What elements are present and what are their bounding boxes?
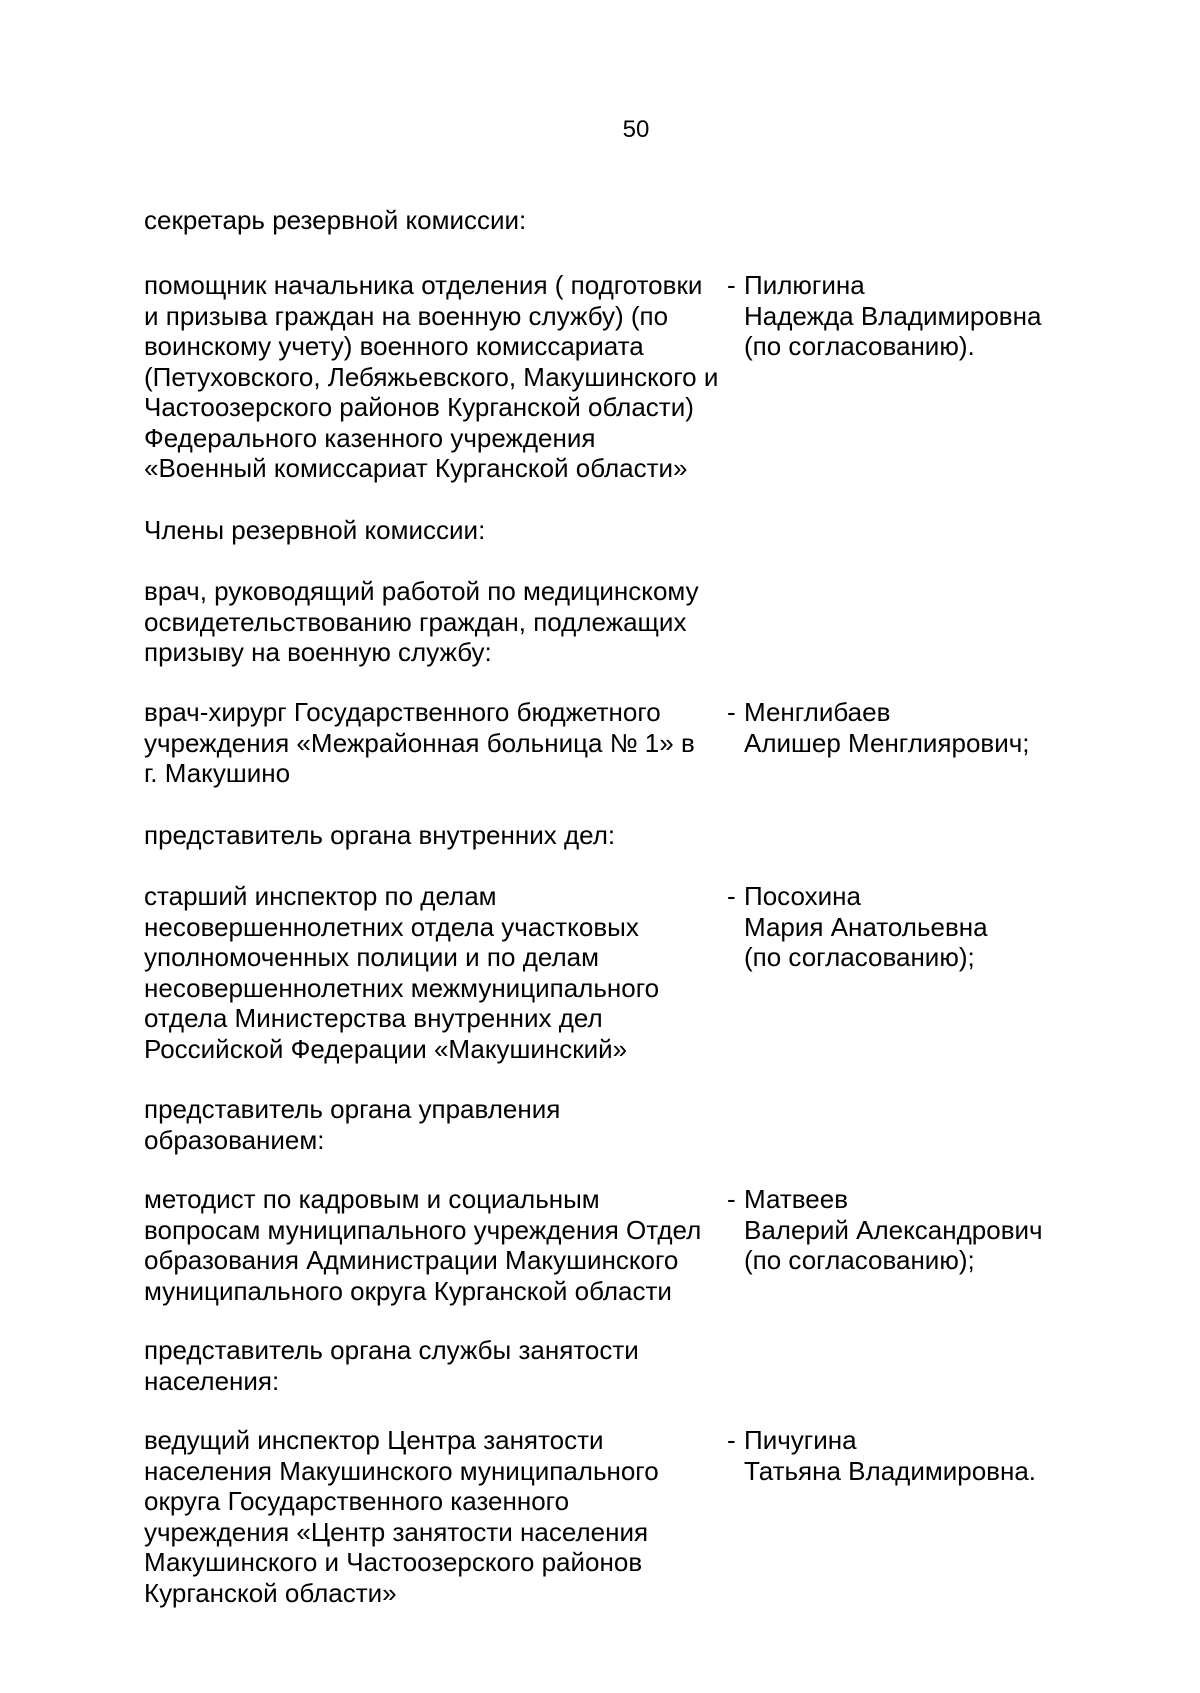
entry-person xyxy=(727,270,1057,362)
entry-dash: - xyxy=(727,697,736,727)
entry-surname: Менглибаев xyxy=(744,697,891,727)
entry-position: ведущий инспектор Центра занятости населения Макушинского муниципального округа Государственного казенного учреждения «Центр занятости населения Макушинского и Частоозерского районов Курганской области» xyxy=(144,1425,659,1608)
entry-surname: Пичугина xyxy=(744,1425,857,1455)
entry-note: (по согласованию); xyxy=(744,942,975,972)
secretary-heading: секретарь резервной комиссии: xyxy=(144,205,527,235)
entry-surname: Матвеев xyxy=(744,1184,848,1214)
entry-dash: - xyxy=(727,881,736,911)
police-heading: представитель органа внутренних дел: xyxy=(144,820,616,850)
entry-surname: Посохина xyxy=(744,881,861,911)
members-heading: Члены резервной комиссии: xyxy=(144,515,486,545)
doctor-heading: врач, руководящий работой по медицинскому освидетельствованию граждан, подлежащих призыву на военную службу: xyxy=(144,576,699,667)
entry-name: Мария Анатольевна xyxy=(744,911,988,942)
entry-name: Алишер Менглиярович; xyxy=(744,727,1030,758)
entry-note: (по согласованию). xyxy=(744,331,975,361)
entry-position: врач-хирург Государственного бюджетного учреждения «Межрайонная больница № 1» в г. Макушино xyxy=(144,697,695,788)
education-heading: представитель органа управления образованием: xyxy=(144,1094,561,1155)
entry-note: (по согласованию); xyxy=(744,1245,975,1275)
entry-dash: - xyxy=(727,1184,736,1214)
entry-surname: Пилюгина xyxy=(744,270,865,300)
entry-position: помощник начальника отделения ( подготовки и призыва граждан на военную службу) (по воинскому учету) военного комиссариата (Петуховского, Лебяжьевского, Макушинского и Частоозерского районов Курганской области) Федерального казенного учреждения «Военный комиссариат Курганской области» xyxy=(144,270,719,483)
entry-position: старший инспектор по делам несовершеннолетних отдела участковых уполномоченных полиции и по делам несовершеннолетних межмуниципального отдела Министерства внутренних дел Российской Федерации «Макушинский» xyxy=(144,881,660,1064)
entry-dash: - xyxy=(727,270,736,300)
entry-position: методист по кадровым и социальным вопросам муниципального учреждения Отдел образования Администрации Макушинского муниципального округа Курганской области xyxy=(144,1184,702,1306)
entry-person xyxy=(727,881,1057,973)
entry-person xyxy=(727,697,1057,758)
employment-heading: представитель органа службы занятости населения: xyxy=(144,1335,639,1396)
entry-person xyxy=(727,1425,1057,1486)
entry-name: Валерий Александрович xyxy=(744,1214,1043,1245)
entry-dash: - xyxy=(727,1425,736,1455)
entry-name: Татьяна Владимировна. xyxy=(744,1455,1037,1486)
entry-person xyxy=(727,1184,1057,1276)
page-number: 50 xyxy=(622,116,650,143)
entry-name: Надежда Владимировна xyxy=(744,300,1042,331)
